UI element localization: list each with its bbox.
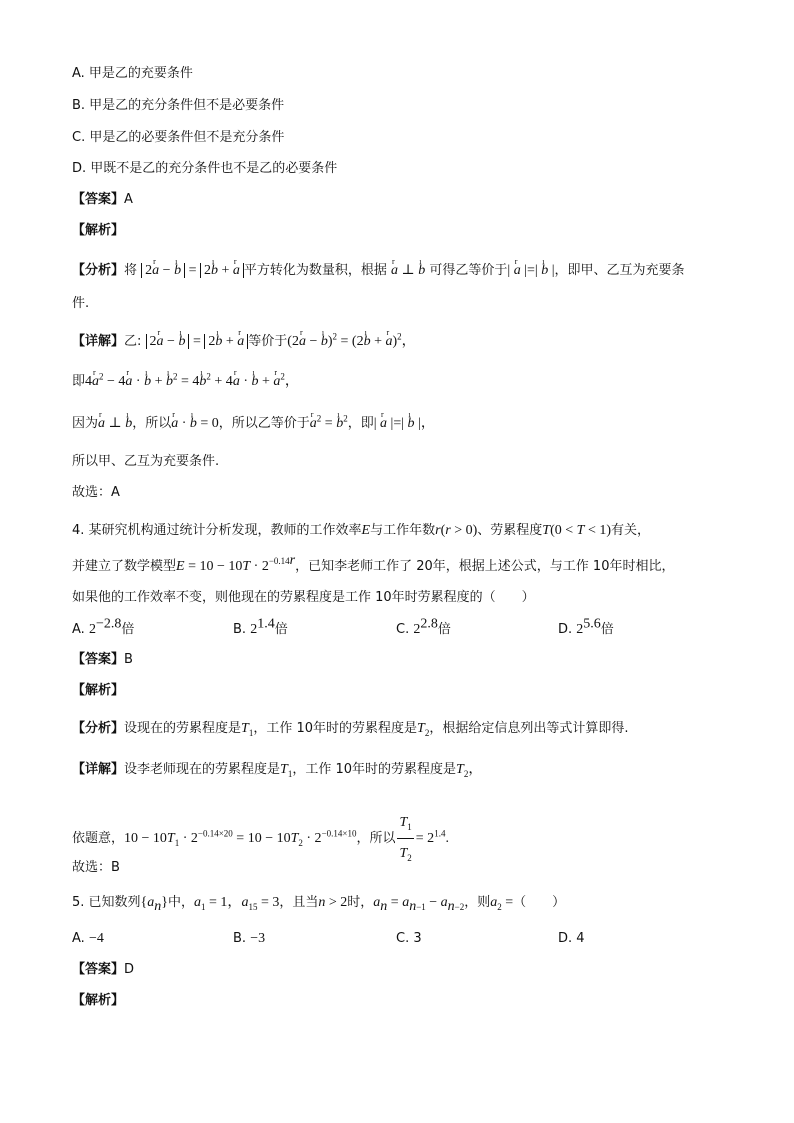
var-t2: $T_2$: [417, 721, 430, 738]
q5-text-1: 5. 已知数列: [72, 895, 141, 910]
formula-a1: $a_1 = 1$，$a_{15} = 3$: [194, 895, 280, 912]
q3-choose: 故选：A: [72, 485, 120, 500]
formula-abs-2a-minus-b: 2r a − ı b: [141, 263, 185, 278]
formula-t-range: T(0 < T < 1): [542, 523, 611, 538]
formula-abs-equal: | r a |=| ı b |: [507, 263, 554, 278]
var-t1-2: $T_1$: [280, 762, 293, 779]
fenxi-text-1: 将: [124, 263, 138, 278]
answer-tag: 【答案】: [72, 962, 125, 977]
detail-text-3: 即: [72, 374, 86, 389]
detail-text-2: 等价于: [248, 334, 288, 349]
q3-expand-line: [72, 372, 732, 392]
q5-answer-value: D: [124, 962, 135, 977]
q4-text-1: 4. 某研究机构通过统计分析发现，教师的工作效率: [72, 523, 362, 538]
q5-option-d: D. 4: [558, 931, 585, 946]
detail-text-3: 依题意，: [72, 831, 125, 846]
q3-analysis-tag: [72, 221, 732, 241]
q3-conclusion: 所以甲、乙互为充要条件.: [72, 454, 220, 469]
q5-text-4: 时，: [347, 895, 374, 910]
var-t2-2: $T_2$: [456, 762, 469, 779]
q3-option-c: C. 甲是乙的必要条件但不是充分条件: [72, 130, 285, 145]
detail-text-5: ，所以: [132, 416, 172, 431]
q5-option-b: B. −3: [233, 931, 266, 946]
detail-text-4: ，所以: [356, 831, 396, 846]
formula-dot-zero: r a · ı b = 0: [171, 416, 219, 431]
q5-answer-line: [72, 960, 732, 980]
detail-text-6: ，所以乙等价于: [218, 416, 310, 431]
analysis-tag: 【解析】: [72, 993, 125, 1008]
detail-text-4: 因为: [72, 416, 99, 431]
detail-text-1: 乙:: [124, 334, 142, 349]
fenxi-text-2: 平方转化为数量积，根据: [243, 263, 387, 278]
q4-equation-line: 依题意，$10 - 10T_1 \cdot 2^{-0.14\times 20} = 10 - 10T_2 \cdot 2^{-0.14\times 10}$，所以 $\frac{T_1}{T_2}$ = $2^{1.4}$.: [72, 808, 732, 869]
q4-answer-value: B: [124, 652, 133, 667]
q3-fenxi-line-2: 件.: [72, 296, 90, 311]
fenxi-text-3: 可得乙等价于: [429, 263, 508, 278]
fenxi-text-1: 设现在的劳累程度是: [124, 721, 242, 736]
formula-recurrence: $a_n = a_{n-1} - a_{n-2}$: [373, 895, 465, 914]
q3-option-b: B. 甲是乙的充分条件但不是必要条件: [72, 98, 285, 113]
var-e: E: [361, 523, 371, 538]
formula-sq-equal: r $a^2$ = ı $b^2$: [310, 416, 348, 431]
formula-perp: r a ⊥ ı b: [391, 263, 425, 278]
q5-stem-line: [72, 893, 732, 913]
q4-option-d: D. $2^{5.6}$倍: [558, 616, 614, 637]
q4-text-6: ，已知李老师工作了 20年，根据上述公式，与工作 10年时相比，: [295, 559, 675, 574]
formula-model: $E = 10 - 10T \cdot 2^{-0.14r}$: [176, 553, 296, 574]
formula-fraction: $\frac{T_1}{T_2}$: [397, 808, 413, 869]
formula-abs-2b-plus-a-2: 2ı b + r a: [204, 334, 248, 349]
fenxi-tag: 【分析】: [72, 721, 125, 736]
formula-a2: $a_2$ =: [490, 895, 514, 912]
detail-tag: 【详解】: [72, 762, 125, 777]
formula-expanded: 4r $a^2 - 4r$ a · ı b + ı $b^2$ = 4ı $b^2 + 4r$ a · ı b + r $a^2$，: [85, 374, 299, 389]
analysis-tag: 【解析】: [72, 223, 125, 238]
q4-choose: 故选：B: [72, 860, 120, 875]
q4-stem-line-1: [72, 521, 732, 541]
formula-perp-2: r a ⊥ ı b: [98, 416, 132, 431]
var-t1: $T_1$: [241, 721, 254, 738]
detail-text-2: ，工作 10年时的劳累程度是: [292, 762, 457, 777]
q4-analysis-tag: [72, 681, 732, 701]
formula-abs-2b-plus-a: 2ı b + r a: [200, 263, 244, 278]
q4-fenxi-line: [72, 719, 732, 739]
fenxi-text-4: ，即甲、乙互为充要条: [554, 263, 685, 278]
q4-text-3: 、劳累程度: [477, 523, 543, 538]
q4-answer-line: [72, 650, 732, 670]
q4-option-a: A. $2^{-2.8}$倍: [72, 616, 135, 637]
q4-text-2: 与工作年数: [370, 523, 436, 538]
answer-tag: 【答案】: [72, 192, 125, 207]
fenxi-text-2: ，工作 10年时的劳累程度是: [253, 721, 418, 736]
detail-text-7: ，即: [347, 416, 374, 431]
detail-text-1: 设李老师现在的劳累程度是: [124, 762, 281, 777]
analysis-tag: 【解析】: [72, 683, 125, 698]
q5-option-c: C. 3: [396, 931, 422, 946]
q4-text-4: 有关，: [611, 523, 651, 538]
q5-option-a: A. −4: [72, 931, 104, 946]
q4-option-c: C. $2^{2.8}$倍: [396, 616, 451, 637]
formula-seq: $\{a_n\}$: [140, 895, 169, 914]
fenxi-tag: 【分析】: [72, 263, 125, 278]
q5-text-6: （ ）: [513, 895, 566, 910]
formula-r-gt-0: r(r > 0): [435, 523, 478, 538]
answer-tag: 【答案】: [72, 652, 125, 667]
formula-equation: $10 - 10T_1 \cdot 2^{-0.14\times 20} = 10 - 10T_2 \cdot 2^{-0.14\times 10}$: [124, 828, 357, 848]
fenxi-text-3: ，根据给定信息列出等式计算即得.: [429, 721, 629, 736]
q3-because-line: [72, 414, 732, 434]
q3-option-d: D. 甲既不是乙的充分条件也不是乙的必要条件: [72, 161, 338, 176]
q4-stem-line-3: 如果他的工作效率不变，则他现在的劳累程度是工作 10年时劳累程度的（ ）: [72, 590, 535, 605]
q4-text-5: 并建立了数学模型: [72, 559, 177, 574]
q4-detail-line: 【详解】设李老师现在的劳累程度是$T_1$，工作 10年时的劳累程度是$T_2$，: [72, 762, 483, 779]
q5-text-2: 中，: [168, 895, 195, 910]
q3-answer-value: A: [124, 192, 133, 207]
formula-abs-equal-2: | r a |=| ı b |，: [374, 416, 435, 431]
q3-option-a: A. 甲是乙的充要条件: [72, 66, 193, 81]
detail-tag: 【详解】: [72, 334, 125, 349]
q3-answer-line: [72, 190, 732, 210]
q3-fenxi-line: 【分析】将 2r a − ı b = 2ı b + r a 平方转化为数量积，根据 r a ⊥ ı b 可得乙等价于| r a |=| ı b |，即甲、乙互为充要条: [72, 261, 732, 281]
q5-text-5: ，则: [464, 895, 491, 910]
q3-detail-line: 【详解】乙: 2r a − ı b = 2ı b + r a 等价于(2r a − ı b)$^2$ = (2ı b + r a)$^2$，: [72, 332, 732, 352]
formula-n-gt-2: n > 2: [318, 895, 348, 910]
formula-abs-2a-minus-b-2: 2r a − ı b: [146, 334, 190, 349]
formula-squared-equiv: (2r a − ı b)$^2$ = (2ı b + r a)$^2$，: [287, 334, 415, 349]
q4-option-b: B. $2^{1.4}$倍: [233, 616, 288, 637]
q5-text-3: ，且当: [279, 895, 319, 910]
q4-stem-line-2: [72, 553, 732, 577]
q5-analysis-tag: [72, 991, 732, 1011]
